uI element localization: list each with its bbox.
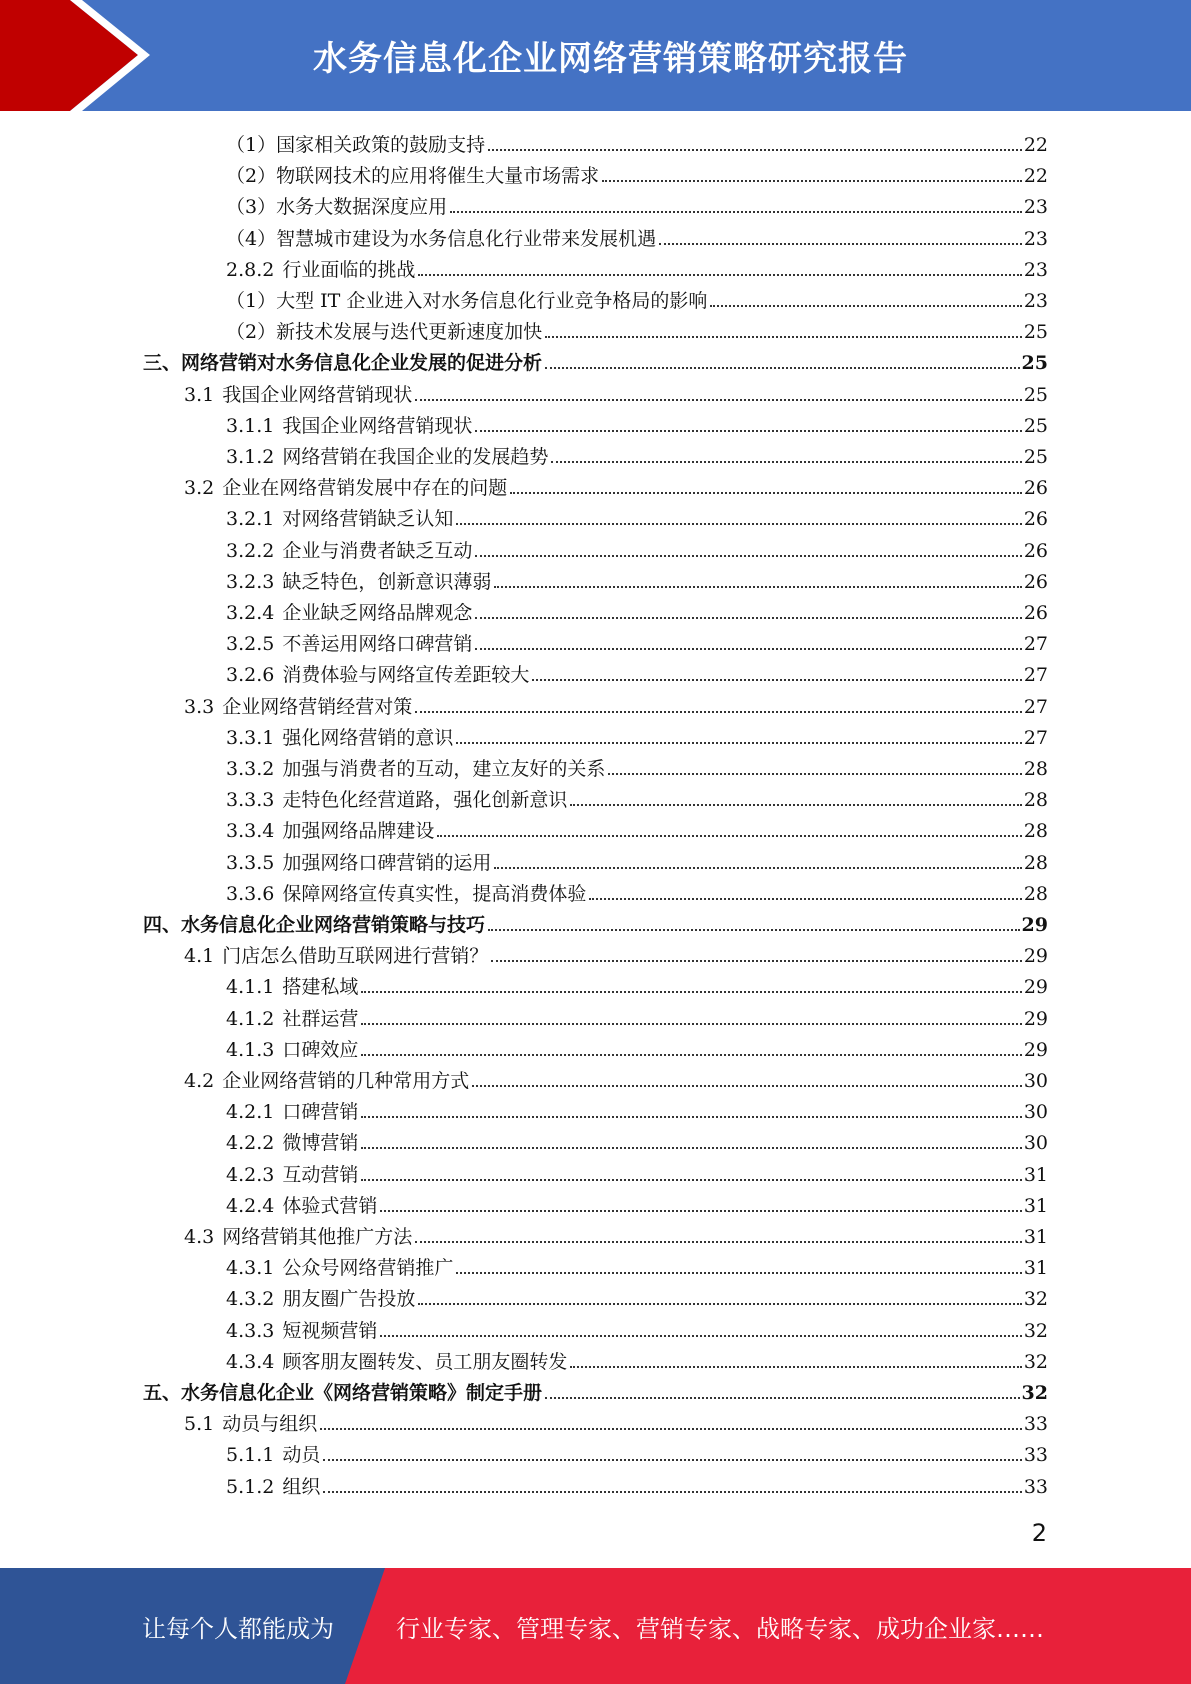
- toc-entry[interactable]: [226, 189, 1048, 220]
- toc-entry-label: 微博营销: [282, 1132, 359, 1155]
- toc-entry-page: 28: [1023, 758, 1048, 780]
- toc-entry-label: 社群运营: [282, 1007, 359, 1030]
- toc-entry-label: 短视频营销: [282, 1319, 378, 1342]
- toc-entry-number: 2.8.2: [226, 258, 275, 281]
- toc-entry-number: 5.1: [184, 1413, 215, 1436]
- toc-entry-page: 32: [1021, 1382, 1048, 1404]
- page-header: [0, 0, 1191, 111]
- toc-entry-page: 30: [1023, 1070, 1048, 1092]
- toc-entry-number: 3.3.1: [226, 726, 275, 749]
- toc-entry[interactable]: [226, 876, 1048, 907]
- toc-entry[interactable]: [226, 751, 1048, 782]
- toc-dot-leader: [570, 1366, 1021, 1368]
- toc-entry[interactable]: [226, 845, 1048, 876]
- toc-entry[interactable]: [226, 408, 1048, 439]
- toc-entry-page: 32: [1023, 1350, 1048, 1373]
- toc-entry-page: 29: [1021, 914, 1048, 936]
- toc-entry[interactable]: [226, 1281, 1048, 1312]
- toc-entry-label: 互动营销: [282, 1163, 359, 1186]
- toc-entry-number: 4.3: [184, 1226, 215, 1248]
- toc-entry-page: 23: [1023, 196, 1048, 219]
- toc-entry[interactable]: [226, 1032, 1048, 1063]
- page-number: 2: [1031, 1519, 1047, 1547]
- toc-entry[interactable]: [226, 127, 1048, 158]
- toc-dot-leader: [475, 430, 1021, 432]
- toc-entry-label: 加强网络口碑营销的运用: [282, 851, 492, 874]
- toc-entry-label: 企业与消费者缺乏互动: [282, 539, 473, 562]
- toc-dot-leader: [589, 898, 1021, 900]
- toc-entry-label: 企业在网络营销发展中存在的问题: [222, 477, 508, 500]
- toc-dot-leader: [491, 960, 1022, 962]
- toc-dot-leader: [545, 336, 1022, 338]
- toc-entry-number: 3.2.2: [226, 539, 275, 562]
- toc-entry-label: 行业面临的挑战: [282, 258, 416, 281]
- toc-dot-leader: [488, 929, 1020, 931]
- toc-entry-page: 29: [1023, 945, 1048, 968]
- toc-entry-number: 4.1.3: [226, 1038, 275, 1061]
- toc-entry-number: 4.1.1: [226, 976, 275, 999]
- toc-entry[interactable]: [226, 1125, 1048, 1156]
- toc-entry-label: 强化网络营销的意识: [282, 726, 454, 749]
- toc-dot-leader: [323, 1491, 1021, 1493]
- footer-roles: 行业专家、管理专家、营销专家、战略专家、成功企业家……: [396, 1614, 1044, 1643]
- toc-dot-leader: [361, 1179, 1021, 1181]
- toc-entry-page: 28: [1023, 820, 1048, 843]
- toc-dot-leader: [415, 399, 1022, 401]
- toc-entry-page: 25: [1023, 446, 1048, 468]
- toc-dot-leader: [494, 586, 1021, 588]
- toc-entry-page: 23: [1023, 258, 1048, 281]
- toc-dot-leader: [380, 1210, 1021, 1212]
- toc-entry-page: 33: [1023, 1444, 1048, 1467]
- toc-entry-number: 4.1.2: [226, 1007, 275, 1030]
- toc-entry[interactable]: [143, 1375, 1048, 1406]
- toc-entry[interactable]: [226, 1250, 1048, 1281]
- toc-entry[interactable]: [226, 283, 1048, 314]
- toc-dot-leader: [488, 149, 1022, 151]
- page-footer: [0, 1568, 1191, 1684]
- toc-entry-label: （2）物联网技术的应用将催生大量市场需求: [226, 165, 600, 188]
- toc-entry-number: 4.2: [184, 1070, 215, 1092]
- toc-entry[interactable]: [226, 533, 1048, 564]
- toc-entry-page: 27: [1023, 726, 1048, 749]
- toc-entry-number: 3.1.1: [226, 414, 275, 437]
- toc-dot-leader: [361, 1054, 1021, 1056]
- toc-entry-number: 3.1.2: [226, 446, 275, 468]
- toc-entry-page: 26: [1023, 570, 1048, 593]
- toc-entry-page: 28: [1023, 882, 1048, 905]
- toc-entry-label: 五、水务信息化企业《网络营销策略》制定手册: [143, 1382, 543, 1404]
- toc-entry-page: 25: [1023, 383, 1048, 406]
- toc-dot-leader: [545, 367, 1020, 369]
- toc-entry-page: 26: [1023, 477, 1048, 500]
- toc-entry-label: 网络营销其他推广方法: [222, 1226, 413, 1248]
- toc-entry[interactable]: [184, 1219, 1048, 1250]
- toc-entry[interactable]: [226, 1157, 1048, 1188]
- toc-dot-leader: [475, 555, 1021, 557]
- toc-entry-page: 22: [1023, 165, 1048, 188]
- toc-entry-label: 搭建私域: [282, 976, 359, 999]
- toc-entry-label: 消费体验与网络宣传差距较大: [282, 664, 530, 687]
- toc-entry-label: 我国企业网络营销现状: [282, 414, 473, 437]
- toc-entry-page: 25: [1023, 321, 1048, 344]
- toc-dot-leader: [320, 1428, 1022, 1430]
- toc-entry[interactable]: [226, 626, 1048, 657]
- toc-entry[interactable]: [226, 564, 1048, 595]
- toc-entry-label: （1）大型 IT 企业进入对水务信息化行业竞争格局的影响: [226, 290, 708, 312]
- toc-entry-label: 对网络营销缺乏认知: [282, 508, 454, 531]
- toc-entry-page: 23: [1023, 227, 1048, 250]
- toc-entry-label: 企业网络营销经营对策: [222, 695, 413, 718]
- toc-entry[interactable]: [184, 1406, 1048, 1437]
- toc-entry-number: 4.1: [184, 945, 215, 968]
- toc-entry-number: 4.2.2: [226, 1132, 275, 1155]
- toc-entry-number: 5.1.1: [226, 1444, 275, 1467]
- toc-entry-label: 组织: [282, 1475, 321, 1498]
- toc-dot-leader: [361, 1023, 1021, 1025]
- toc-entry-label: 朋友圈广告投放: [282, 1288, 416, 1311]
- toc-dot-leader: [415, 1241, 1022, 1243]
- toc-entry-page: 30: [1023, 1101, 1048, 1124]
- toc-entry[interactable]: [184, 470, 1048, 501]
- toc-entry-page: 25: [1021, 352, 1048, 375]
- toc-dot-leader: [472, 1085, 1022, 1087]
- toc-entry-label: （4）智慧城市建设为水务信息化行业带来发展机遇: [226, 227, 657, 250]
- toc-entry[interactable]: [226, 501, 1048, 532]
- toc-dot-leader: [415, 711, 1022, 713]
- toc-entry-page: 26: [1023, 539, 1048, 562]
- toc-entry-label: 动员与组织: [222, 1413, 318, 1436]
- toc-entry-number: 4.3.1: [226, 1257, 275, 1280]
- toc-entry[interactable]: [143, 907, 1048, 938]
- toc-entry-number: 4.2.3: [226, 1163, 275, 1186]
- toc-dot-leader: [361, 1116, 1021, 1118]
- toc-entry-label: 企业网络营销的几种常用方式: [222, 1070, 470, 1092]
- toc-entry-number: 3.3.2: [226, 758, 275, 780]
- toc-entry-page: 27: [1023, 664, 1048, 687]
- toc-dot-leader: [361, 991, 1021, 993]
- toc-entry-label: 不善运用网络口碑营销: [282, 633, 473, 656]
- toc-entry-number: 3.2.5: [226, 633, 275, 656]
- toc-dot-leader: [450, 211, 1022, 213]
- toc-entry-label: 缺乏特色，创新意识薄弱: [282, 570, 492, 593]
- toc-dot-leader: [494, 867, 1021, 869]
- toc-entry-page: 31: [1023, 1257, 1048, 1280]
- toc-dot-leader: [475, 648, 1021, 650]
- toc-entry-label: 公众号网络营销推广: [282, 1257, 454, 1280]
- toc-entry[interactable]: [226, 1188, 1048, 1219]
- toc-dot-leader: [608, 773, 1021, 775]
- toc-dot-leader: [323, 1459, 1021, 1461]
- toc-dot-leader: [380, 1335, 1021, 1337]
- toc-entry[interactable]: [184, 938, 1048, 969]
- toc-dot-leader: [456, 1272, 1021, 1274]
- toc-entry-page: 26: [1023, 508, 1048, 531]
- toc-entry-page: 29: [1023, 976, 1048, 999]
- toc-entry-page: 31: [1023, 1194, 1048, 1217]
- toc-entry-page: 32: [1023, 1319, 1048, 1342]
- toc-entry-page: 33: [1023, 1413, 1048, 1436]
- toc-entry-label: 网络营销在我国企业的发展趋势: [282, 446, 549, 468]
- toc-entry-label: 口碑营销: [282, 1101, 359, 1124]
- toc-entry-label: 口碑效应: [282, 1038, 359, 1061]
- footer-motto: 让每个人都能成为: [142, 1614, 334, 1643]
- toc-entry-number: 4.2.4: [226, 1194, 275, 1217]
- toc-entry-label: 走特色化经营道路，强化创新意识: [282, 789, 568, 812]
- toc-entry-number: 3.1: [184, 383, 215, 406]
- toc-entry-label: 三、网络营销对水务信息化企业发展的促进分析: [143, 352, 543, 375]
- toc-dot-leader: [551, 461, 1021, 463]
- toc-entry-page: 27: [1023, 633, 1048, 656]
- toc-dot-leader: [545, 1397, 1020, 1399]
- toc-entry[interactable]: [226, 221, 1048, 252]
- toc-entry-number: 3.2.4: [226, 602, 275, 624]
- toc-entry[interactable]: [226, 657, 1048, 688]
- toc-entry-number: 4.3.4: [226, 1350, 275, 1373]
- toc-dot-leader: [418, 274, 1021, 276]
- toc-entry-number: 3.3.5: [226, 851, 275, 874]
- toc-entry[interactable]: [226, 314, 1048, 345]
- toc-entry[interactable]: [184, 377, 1048, 408]
- toc-entry-label: （3）水务大数据深度应用: [226, 196, 448, 219]
- toc-entry-label: 保障网络宣传真实性，提高消费体验: [282, 882, 587, 905]
- report-title: 水务信息化企业网络营销策略研究报告: [313, 39, 908, 79]
- toc-dot-leader: [456, 523, 1021, 525]
- toc-entry-page: 28: [1023, 851, 1048, 874]
- toc-entry-page: 26: [1023, 602, 1048, 624]
- toc-entry[interactable]: [226, 1437, 1048, 1468]
- toc-dot-leader: [361, 1147, 1021, 1149]
- toc-entry-page: 31: [1023, 1163, 1048, 1186]
- toc-entry-number: 3.2.6: [226, 664, 275, 687]
- toc-entry[interactable]: [226, 813, 1048, 844]
- toc-entry[interactable]: [226, 439, 1048, 470]
- toc-dot-leader: [437, 835, 1021, 837]
- toc-dot-leader: [510, 492, 1022, 494]
- toc-dot-leader: [456, 742, 1021, 744]
- toc-entry-page: 28: [1023, 789, 1048, 812]
- toc-entry-page: 31: [1023, 1226, 1048, 1248]
- toc-entry[interactable]: [226, 1469, 1048, 1500]
- toc-entry-page: 32: [1023, 1288, 1048, 1311]
- toc-entry-number: 3.2: [184, 477, 215, 500]
- toc-entry-number: 4.3.3: [226, 1319, 275, 1342]
- toc-entry-label: 四、水务信息化企业网络营销策略与技巧: [143, 914, 486, 936]
- toc-entry-label: 门店怎么借助互联网进行营销？: [222, 945, 489, 968]
- toc-entry-page: 29: [1023, 1007, 1048, 1030]
- toc-entry-page: 23: [1023, 290, 1048, 312]
- toc-entry-label: 动员: [282, 1444, 321, 1467]
- toc-entry-page: 33: [1023, 1475, 1048, 1498]
- toc-entry-label: 顾客朋友圈转发、员工朋友圈转发: [282, 1350, 568, 1373]
- header-arrow-decoration: [0, 0, 160, 111]
- toc-entry[interactable]: [226, 782, 1048, 813]
- toc-entry-label: 加强网络品牌建设: [282, 820, 435, 843]
- toc-entry[interactable]: [226, 1344, 1048, 1375]
- toc-entry[interactable]: [226, 158, 1048, 189]
- toc-dot-leader: [532, 679, 1021, 681]
- toc-entry[interactable]: [226, 1313, 1048, 1344]
- toc-entry-number: 3.2.1: [226, 508, 275, 531]
- toc-entry[interactable]: [184, 689, 1048, 720]
- toc-dot-leader: [602, 180, 1022, 182]
- toc-dot-leader: [659, 243, 1022, 245]
- toc-entry-page: 27: [1023, 695, 1048, 718]
- toc-entry-label: 加强与消费者的互动，建立友好的关系: [282, 758, 606, 780]
- toc-entry-number: 3.2.3: [226, 570, 275, 593]
- toc-dot-leader: [570, 804, 1021, 806]
- toc-entry[interactable]: [143, 345, 1048, 376]
- toc-entry-label: 体验式营销: [282, 1194, 378, 1217]
- toc-entry-number: 3.3.6: [226, 882, 275, 905]
- toc-entry-label: （2）新技术发展与迭代更新速度加快: [226, 321, 543, 344]
- toc-entry-label: 企业缺乏网络品牌观念: [282, 602, 473, 624]
- toc-entry-page: 22: [1023, 134, 1048, 156]
- toc-entry[interactable]: [226, 1094, 1048, 1125]
- toc-entry[interactable]: [226, 595, 1048, 626]
- toc-entry[interactable]: [226, 1001, 1048, 1032]
- toc-dot-leader: [710, 305, 1021, 307]
- toc-entry-number: 3.3: [184, 695, 215, 718]
- toc-entry-number: 5.1.2: [226, 1475, 275, 1498]
- toc-entry[interactable]: [226, 720, 1048, 751]
- toc-entry-page: 25: [1023, 414, 1048, 437]
- toc-entry[interactable]: [184, 1063, 1048, 1094]
- toc-entry-number: 3.3.4: [226, 820, 275, 843]
- toc-entry[interactable]: [226, 252, 1048, 283]
- toc-entry-number: 4.2.1: [226, 1101, 275, 1124]
- toc-dot-leader: [418, 1303, 1021, 1305]
- toc-dot-leader: [475, 617, 1021, 619]
- toc-entry-label: （1）国家相关政策的鼓励支持: [226, 134, 486, 156]
- toc-entry-number: 4.3.2: [226, 1288, 275, 1311]
- toc-entry-page: 30: [1023, 1132, 1048, 1155]
- toc-entry-number: 3.3.3: [226, 789, 275, 812]
- toc-entry-label: 我国企业网络营销现状: [222, 383, 413, 406]
- toc-entry[interactable]: [226, 969, 1048, 1000]
- toc-entry-page: 29: [1023, 1038, 1048, 1061]
